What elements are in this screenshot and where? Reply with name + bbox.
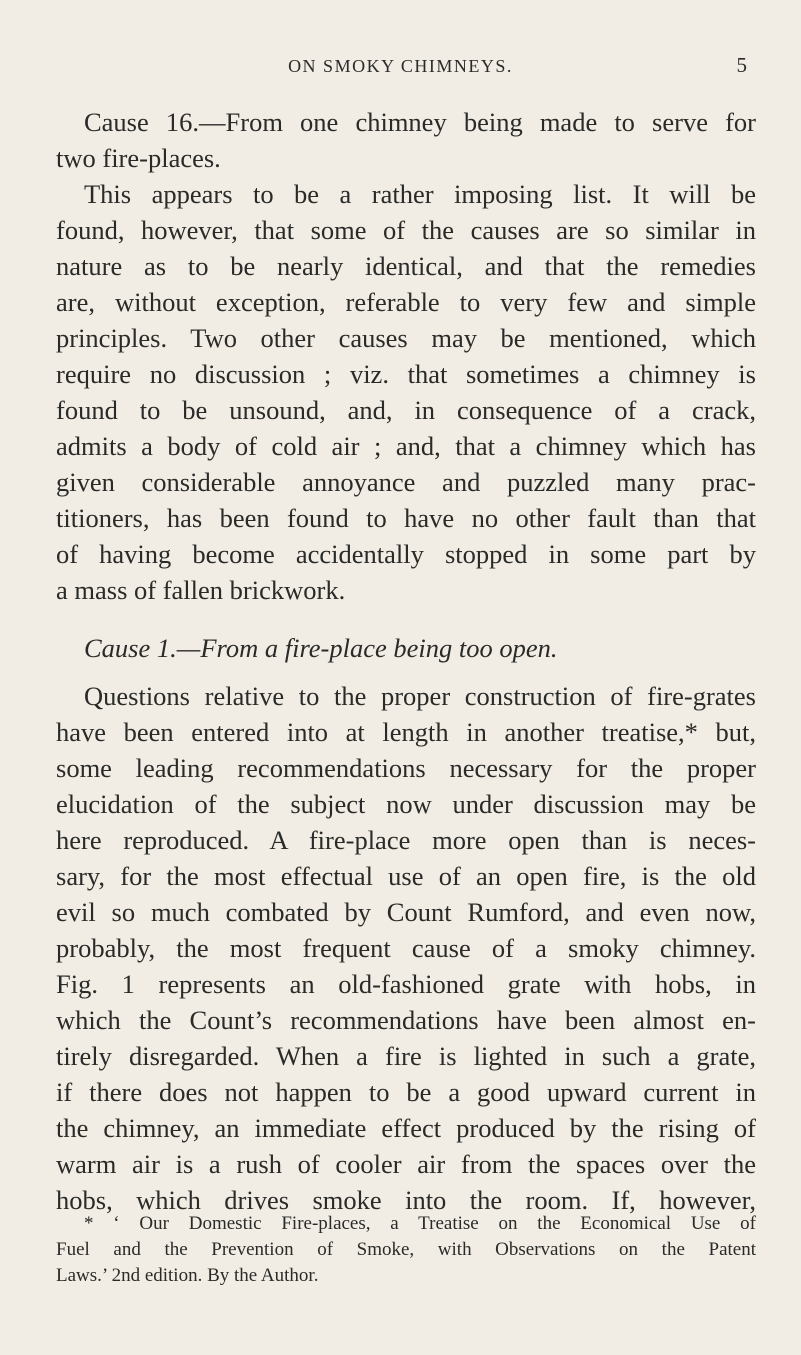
text-line: of having become accidentally stopped in some part by (56, 539, 756, 569)
text-line: found to be unsound, and, in consequence of a crack, (56, 395, 756, 425)
paragraph-imposing-list (56, 176, 756, 608)
text-line: probably, the most frequent cause of a smoky chimney. (56, 933, 756, 963)
footnote (56, 1211, 756, 1289)
text-line: Questions relative to the proper construction of fire-grates (84, 681, 756, 711)
paragraph-questions (56, 678, 756, 1218)
text-line: tirely disregarded. When a fire is lighted in such a grate, (56, 1041, 756, 1071)
text-line: warm air is a rush of cooler air from the spaces over the (56, 1149, 756, 1179)
text-line: require no discussion ; viz. that sometimes a chimney is (56, 359, 756, 389)
paragraph-cause-16 (56, 104, 756, 176)
page-number: 5 (736, 53, 747, 77)
text-line: two fire-places. (56, 143, 221, 173)
text-line: which the Count’s recommendations have been almost en- (56, 1005, 756, 1035)
text-line: titioners, has been found to have no other fault than that (56, 503, 756, 533)
text-line: evil so much combated by Count Rumford, and even now, (56, 897, 756, 927)
text-line: a mass of fallen brickwork. (56, 575, 346, 605)
text-line: Fig. 1 represents an old-fashioned grate with hobs, in (56, 969, 756, 999)
text-line: Cause 16.—From one chimney being made to serve for (84, 107, 756, 137)
section-gap (56, 666, 756, 678)
text-line: found, however, that some of the causes are so similar in (56, 215, 756, 245)
footnote-line: Laws.’ 2nd edition. By the Author. (56, 1265, 319, 1286)
text-line: nature as to be nearly identical, and that the remedies (56, 251, 756, 281)
section-gap (56, 608, 756, 630)
text-line: hobs, which drives smoke into the room. If, however, (56, 1185, 756, 1215)
text-line: principles. Two other causes may be mentioned, which (56, 323, 756, 353)
section-heading: Cause 1.—From a fire-place being too open. (84, 633, 558, 663)
text-line: are, without exception, referable to very few and simple (56, 287, 756, 317)
text-line: the chimney, an immediate effect produced by the rising of (56, 1113, 756, 1143)
text-line: This appears to be a rather imposing list. It will be (84, 179, 756, 209)
text-line: have been entered into at length in another treatise,* but, (56, 717, 756, 747)
text-line: if there does not happen to be a good upward current in (56, 1077, 756, 1107)
footnote-line: * ‘ Our Domestic Fire-places, a Treatise on the Economical Use of (84, 1213, 756, 1234)
running-title: ON SMOKY CHIMNEYS. (288, 56, 513, 76)
footnote-line: Fuel and the Prevention of Smoke, with Observations on the Patent (56, 1239, 756, 1260)
text-line: sary, for the most effectual use of an open fire, is the old (56, 861, 756, 891)
text-line: elucidation of the subject now under discussion may be (56, 789, 756, 819)
text-line: admits a body of cold air ; and, that a chimney which has (56, 431, 756, 461)
text-line: some leading recommendations necessary for the proper (56, 753, 756, 783)
text-line: here reproduced. A fire-place more open than is neces- (56, 825, 756, 855)
text-line: given considerable annoyance and puzzled many prac- (56, 467, 756, 497)
page-body (56, 104, 756, 1218)
